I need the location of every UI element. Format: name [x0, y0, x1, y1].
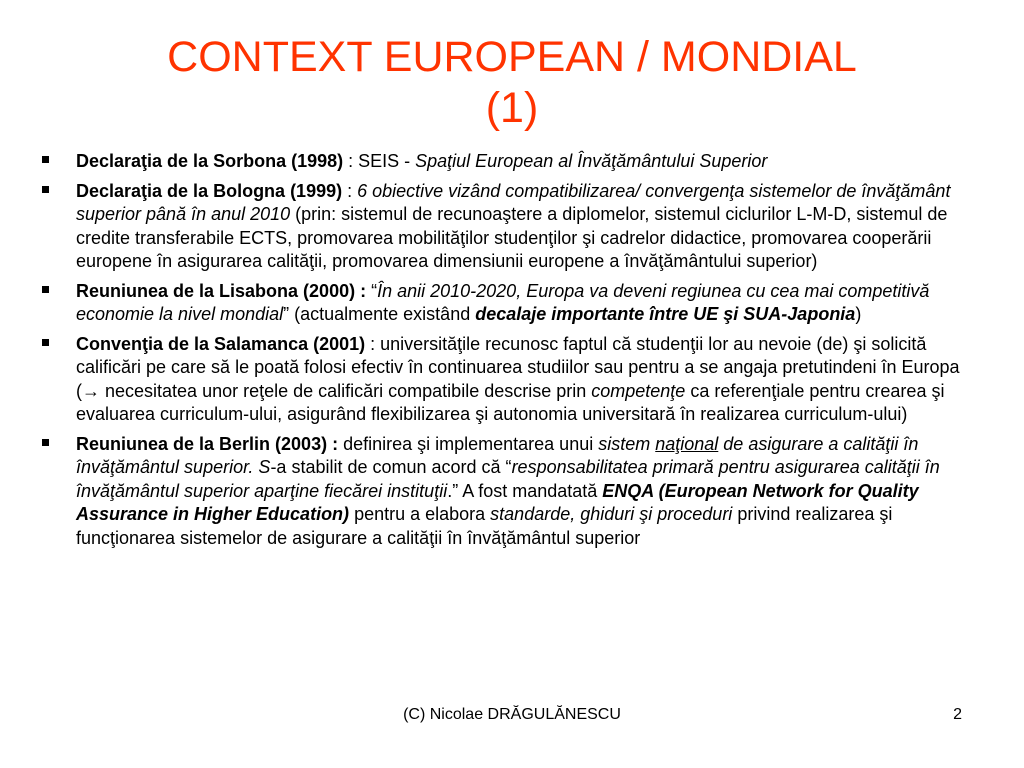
bullet-emphasis: În anii 2010-2020, Europa va deveni regiunea cu cea mai competitivă economie la nivel mondial [76, 280, 930, 324]
square-bullet-icon [42, 156, 49, 163]
bullet-lead: Reuniunea de la Berlin (2003) : [76, 433, 344, 454]
bullet-text: .” A fost mandatată [447, 480, 603, 501]
square-bullet-icon [42, 186, 49, 193]
footer-credit: (C) Nicolae DRĂGULĂNESCU [403, 706, 621, 723]
bullet-text: ” (actualmente existând [283, 304, 476, 324]
bullet-emphasis: sistem [598, 433, 656, 454]
bullet-emphasis-underlined: naţional [655, 433, 719, 454]
square-bullet-icon [42, 339, 49, 346]
bullet-lead: Convenţia de la Salamanca (2001) [76, 333, 366, 354]
bullet-text: -a stabilit de comun acord că “ [270, 457, 512, 477]
bullet-lead: Declaraţia de la Bologna (1999) [76, 180, 343, 201]
bullet-text: (prin: sistemul de recunoaştere a diplomelor, sistemul ciclurilor L-M-D, sistemul de credite transferabile ECTS, promovarea mobilităţilor studenţilor şi cadrelor didactice, promovarea cooperării europene în asigurarea calităţii, promovarea dimensiunii europene a învăţământului superior) [76, 204, 948, 271]
bullet-text: ) [855, 304, 862, 324]
bullet-item-sorbona [40, 150, 985, 174]
bullet-text: : SEIS - [343, 151, 416, 171]
bullet-emphasis: Spaţiul European al Învăţământului Superior [415, 151, 768, 171]
square-bullet-icon [42, 439, 49, 446]
bullet-lead: Declaraţia de la Sorbona (1998) [76, 151, 344, 171]
bullet-strong-emphasis: ENQA (European Network for Quality Assurance in Higher Education) [76, 480, 919, 524]
slide-title-line-2: (1) [485, 84, 539, 132]
bullet-item-berlin [40, 433, 985, 551]
bullet-text: privind realizarea şi funcţionarea sistemelor de asigurare a calităţii în învăţământul superior [76, 504, 893, 548]
bullet-text: pentru a elabora [349, 504, 491, 524]
bullet-strong-emphasis: decalaje importante între UE şi SUA-Japonia [475, 304, 856, 324]
arrow-right-icon: → [82, 380, 100, 401]
bullet-emphasis: de asigurare a calităţii în învăţământul superior. S [76, 433, 919, 477]
slide-title [0, 32, 1024, 134]
slide-title-line-1: CONTEXT EUROPEAN / MONDIAL [167, 33, 857, 81]
bullet-text: : [342, 180, 358, 201]
bullet-text: ca referenţiale pentru crearea şi evaluarea curriculum-ului, asigurând flexibilizarea şi autonomia universitară în realizarea curriculum-ului) [76, 380, 945, 424]
bullet-emphasis: responsabilitatea primară pentru asigurarea calităţii în învăţământul superior aparţine fiecărei instituţii [76, 457, 940, 501]
bullet-item-lisabona [40, 280, 985, 327]
bullet-text: “ [371, 280, 378, 301]
bullet-list [40, 150, 985, 556]
bullet-text: definirea şi implementarea unui [343, 433, 599, 454]
bullet-emphasis: standarde, ghiduri şi proceduri [490, 504, 733, 524]
square-bullet-icon [42, 286, 49, 293]
bullet-item-bologna [40, 180, 985, 274]
bullet-item-salamanca [40, 333, 985, 427]
bullet-text: necesitatea unor reţele de calificări compatibile descrise prin [100, 380, 592, 401]
bullet-emphasis: 6 obiective vizând compatibilizarea/ convergenţa sistemelor de învăţământ superior până în anul 2010 [76, 180, 951, 224]
bullet-lead: Reuniunea de la Lisabona (2000) : [76, 280, 372, 301]
page-number: 2 [953, 706, 962, 723]
bullet-emphasis: competenţe [591, 380, 686, 401]
bullet-text: : universităţile recunosc faptul că studenţii lor au nevoie (de) şi solicită calificări pe care să le poată folosi efectiv în continuarea studiilor sau pentru a se angaja pretutindeni în Europa ( [76, 333, 960, 401]
